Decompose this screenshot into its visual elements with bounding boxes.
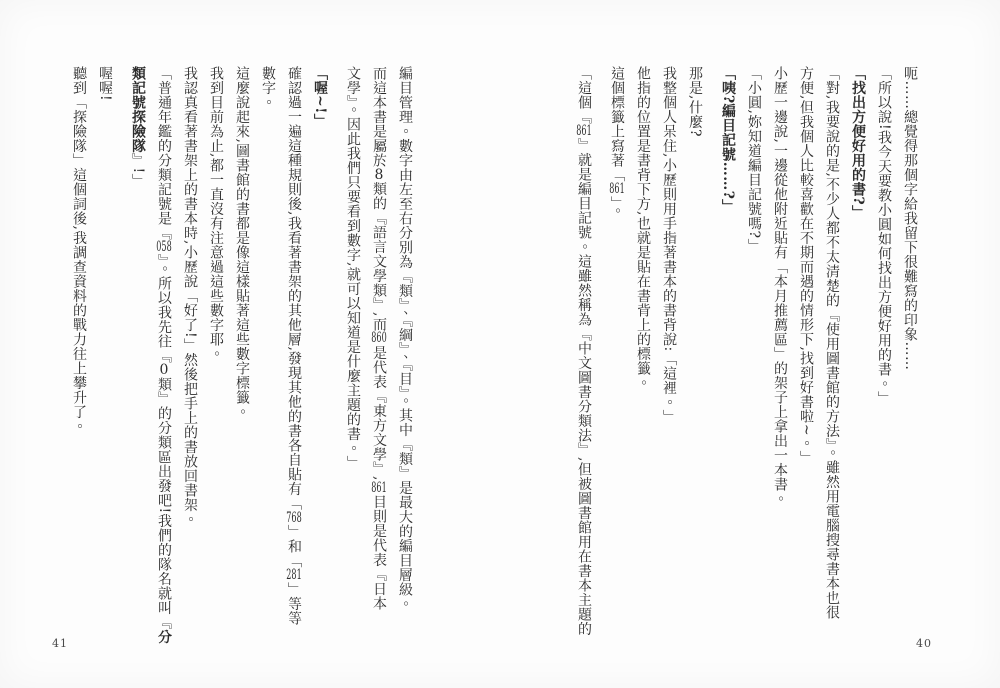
text-segment: 編目管理。數字由左至右分別為『類』、『綱』、『目』。其中『類』是最大的編目層級。: [397, 66, 413, 611]
text-column: [125, 66, 151, 626]
text-column: [793, 66, 819, 626]
text-column: [392, 66, 418, 626]
text-segment: 」和「: [286, 524, 302, 569]
text-segment: 類記號探險隊: [130, 66, 146, 153]
text-column: [571, 66, 597, 636]
text-column: [177, 66, 203, 626]
text-segment: 文學』。因此我們只要看到數字,就可以知道是什麼主題的書。」: [345, 66, 361, 470]
text-segment: 「所以說!我今天要教小圓如何找出方便好用的書。」: [876, 66, 892, 406]
inline-number: 861: [609, 182, 625, 196]
inline-number: 861: [371, 480, 387, 495]
text-segment: 」。: [609, 196, 625, 218]
text-column: [151, 66, 177, 645]
text-column: [366, 66, 392, 626]
text-segment: 類』的分類區出發吧!我們的隊名就叫『: [156, 377, 172, 630]
page-40: [500, 0, 1000, 688]
text-segment: 「這個『: [576, 66, 592, 124]
text-column: [630, 66, 656, 626]
text-segment: 這麼說起來,圖書館的書都是像這樣貼著這些數字標籤。: [234, 66, 250, 419]
page-40-text-block: [571, 66, 923, 636]
text-column: [845, 66, 871, 626]
page-number-40: 40: [916, 637, 932, 650]
text-column: [682, 66, 708, 626]
text-segment: 而這本書是屬於: [371, 66, 387, 168]
text-column: [229, 66, 255, 626]
text-segment: 那是,什麼?: [687, 66, 703, 137]
text-column: [92, 66, 118, 626]
text-segment: 「小圓,妳知道編目記號嗎?」: [746, 66, 762, 253]
text-segment: 喔喔!: [97, 66, 113, 102]
text-segment: 確認過一遍這種規則後,我看著書架的其他層,發現其他的書各自貼有「: [286, 66, 302, 511]
text-column: [741, 66, 767, 626]
text-segment: 我認真看著書架上的書本時,小歷說「好了!」然後把手上的書放回書架。: [182, 66, 198, 527]
text-column: [307, 66, 333, 626]
text-column: [767, 66, 793, 626]
inline-number: 8: [374, 167, 384, 182]
text-segment: 呃……總覺得那個字給我留下很難寫的印象……: [902, 66, 918, 371]
text-segment: 數字。: [260, 66, 276, 110]
text-column: [656, 66, 682, 626]
text-column: [340, 66, 366, 626]
inline-number: 860: [371, 331, 387, 346]
text-column: [604, 66, 630, 626]
inline-number: 281: [286, 568, 302, 583]
inline-number: 768: [286, 510, 302, 525]
text-column: [203, 66, 229, 626]
text-segment: 「找出方便好用的書?」: [850, 66, 866, 220]
text-column: [281, 66, 307, 626]
text-segment: 「咦?編目記號……?」: [720, 66, 736, 214]
text-segment: 我整個人呆住,小歷則用手指著書本的書背說:「這裡。」: [661, 66, 677, 425]
text-segment: 」等等: [286, 582, 302, 626]
text-segment: 方便,但我個人比較喜歡在不期而遇的情形下,找到好書啦~。」: [798, 66, 814, 466]
text-segment: 聽到「探險隊」這個詞後,我調查資料的戰力往上攀升了。: [71, 66, 87, 434]
text-segment: 「喔~!」: [312, 66, 328, 129]
text-segment: 「普通年鑑的分類記號是『: [156, 66, 172, 240]
text-segment: 我到目前為止,都一直沒有注意過這些數字耶。: [208, 66, 224, 361]
inline-number: 0: [159, 363, 169, 377]
text-segment: 小歷一邊說,一邊從他附近貼有「本月推薦區」的架子上拿出一本書。: [772, 66, 788, 506]
text-column: [897, 66, 923, 626]
page-number-41: 41: [52, 637, 68, 650]
text-segment: 是代表『東方文學』,: [371, 345, 387, 481]
text-segment: 他指的位置是書背下方,也就是貼在書背上的標籤。: [635, 66, 651, 390]
text-segment: 分: [156, 629, 172, 645]
text-segment: 「對,我要說的是,不少人都不太清楚的『使用圖書館的方法』。雖然用電腦搜尋書本也很: [824, 66, 840, 620]
text-column: [871, 66, 897, 626]
page-41-text-block: [66, 66, 418, 645]
text-segment: 這個標籤上寫著「: [609, 66, 625, 182]
text-segment: 目則是代表『日本: [371, 494, 387, 611]
inline-number: 058: [156, 240, 172, 254]
inline-number: 861: [576, 124, 592, 138]
text-column: [66, 66, 92, 626]
text-segment: 』!」: [130, 153, 146, 189]
text-segment: 類的『語言文學類』,而: [371, 181, 387, 332]
text-column: [255, 66, 281, 626]
text-column: [715, 66, 741, 626]
text-segment: 』。所以我先往『: [156, 254, 172, 363]
text-column: [819, 66, 845, 626]
text-segment: 』就是編目記號。這雖然稱為『中文圖書分類法』,但被圖書館用在書本主題的: [576, 138, 592, 636]
